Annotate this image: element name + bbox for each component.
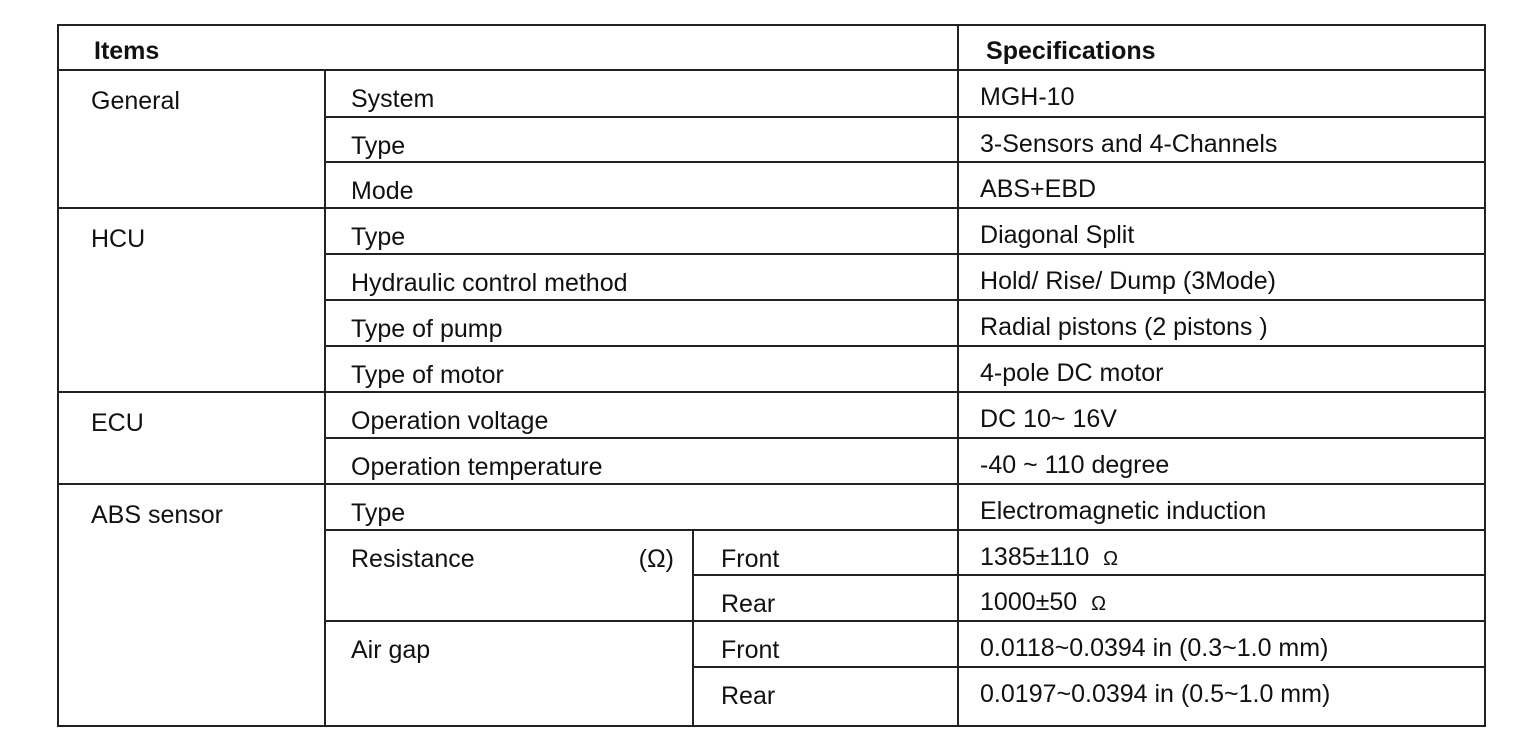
- table-row: [58, 208, 1485, 254]
- item-label: Hydraulic control method: [325, 254, 958, 300]
- spec-value: -40 ~ 110 degree: [958, 438, 1485, 484]
- item-resistance: [325, 530, 693, 621]
- item-label: Operation temperature: [325, 438, 958, 484]
- ohm-unit: Ω: [1103, 548, 1119, 570]
- category-hcu: HCU: [58, 208, 325, 392]
- table-row: [58, 484, 1485, 530]
- category-abs-sensor: ABS sensor: [91, 501, 224, 529]
- category-general: General: [58, 70, 325, 208]
- sub-label-front: Front: [693, 621, 958, 667]
- item-air-gap: Air gap: [325, 621, 693, 726]
- table-row: [58, 70, 1485, 117]
- item-label: Type: [325, 208, 958, 254]
- category-ecu: ECU: [58, 392, 325, 484]
- spec-value: 3-Sensors and 4-Channels: [958, 117, 1485, 162]
- spec-value: [958, 575, 1485, 621]
- sub-label-rear: Rear: [693, 667, 958, 726]
- item-label: Type of pump: [325, 300, 958, 346]
- item-label: Mode: [325, 162, 958, 208]
- item-label: Operation voltage: [325, 392, 958, 438]
- spec-value: [958, 530, 1485, 575]
- spec-value: Electromagnetic induction: [958, 484, 1485, 530]
- spec-value: MGH-10: [958, 70, 1485, 117]
- item-label: System: [325, 70, 958, 117]
- resistance-front-value: 1385±110: [980, 543, 1090, 571]
- spec-value: 0.0197~0.0394 in (0.5~1.0 mm): [958, 667, 1485, 726]
- items-header: Items: [58, 25, 958, 70]
- sub-label-front: Front: [693, 530, 958, 575]
- item-label: Type of motor: [325, 346, 958, 392]
- spec-value: 4-pole DC motor: [958, 346, 1485, 392]
- item-label: Type: [325, 117, 958, 162]
- specifications-table: [57, 24, 1486, 727]
- resistance-unit: (Ω): [638, 545, 674, 573]
- table-row: [58, 392, 1485, 438]
- item-label: Type: [325, 484, 958, 530]
- specifications-header: Specifications: [958, 25, 1485, 70]
- header-row: [58, 25, 1485, 70]
- resistance-rear-value: 1000±50: [980, 588, 1078, 616]
- resistance-label: Resistance: [351, 545, 475, 573]
- spec-value: Hold/ Rise/ Dump (3Mode): [958, 254, 1485, 300]
- spec-value: ABS+EBD: [958, 162, 1485, 208]
- sub-label-rear: Rear: [693, 575, 958, 621]
- spec-value: Radial pistons (2 pistons ): [958, 300, 1485, 346]
- ohm-unit: Ω: [1091, 593, 1107, 615]
- spec-value: DC 10~ 16V: [958, 392, 1485, 438]
- spec-value: Diagonal Split: [958, 208, 1485, 254]
- spec-value: 0.0118~0.0394 in (0.3~1.0 mm): [958, 621, 1485, 667]
